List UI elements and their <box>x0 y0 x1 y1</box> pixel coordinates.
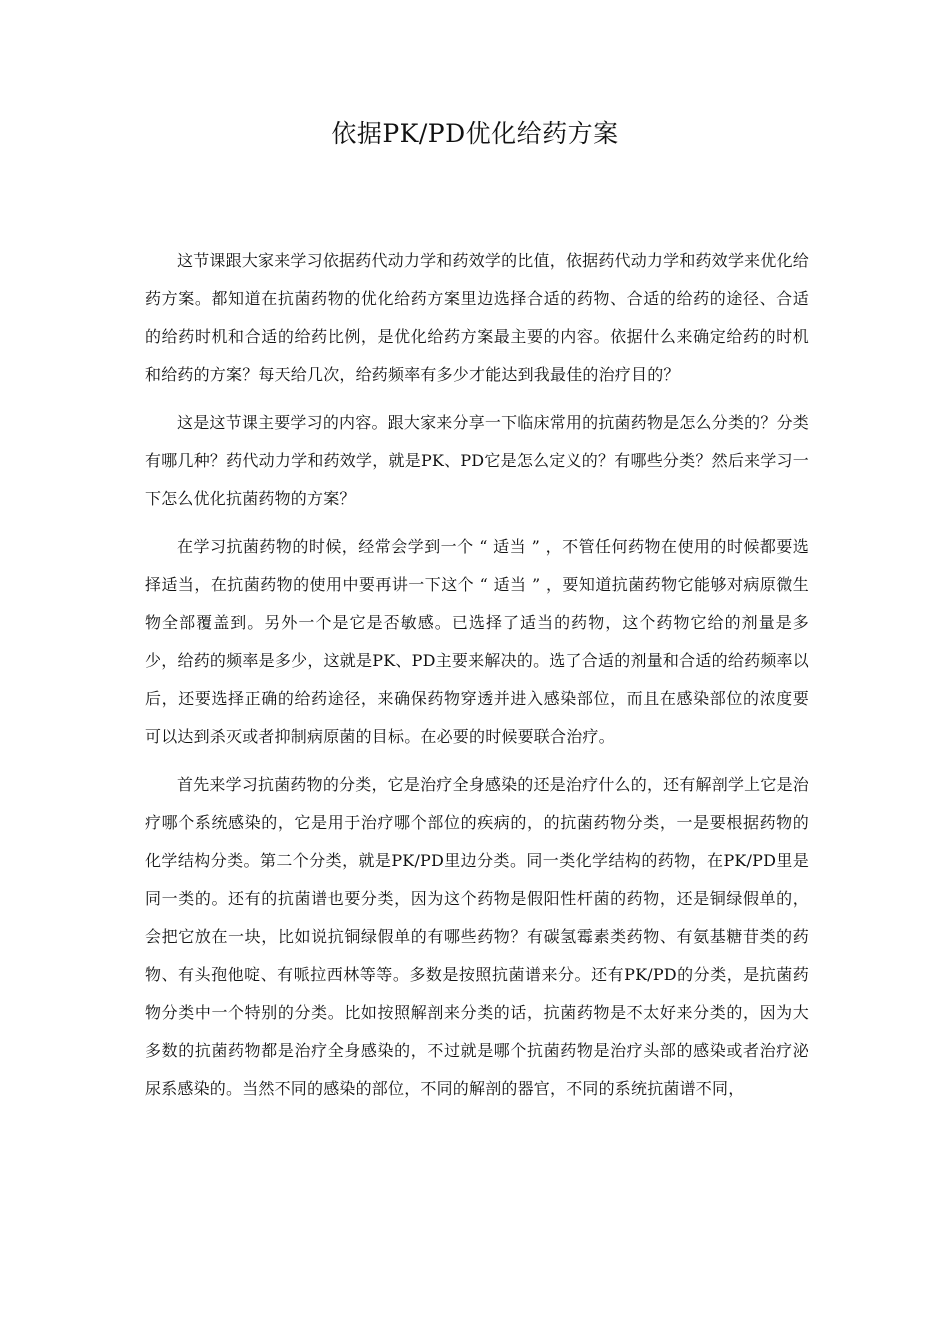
paragraph-2: 这是这节课主要学习的内容。跟大家来分享一下临床常用的抗菌药物是怎么分类的？分类有哪几种？药代动力学和药效学，就是PK、PD它是怎么定义的？有哪些分类？然后来学习一下怎么优化抗菌药物的方案？ <box>145 413 809 508</box>
paragraph-4: 首先来学习抗菌药物的分类，它是治疗全身感染的还是治疗什么的，还有解剖学上它是治疗哪个系统感染的，它是用于治疗哪个部位的疾病的，的抗菌药物分类，一是要根据药物的化学结构分类。第二个分类，就是PK/PD里边分类。同一类化学结构的药物，在PK/PD里是同一类的。还有的抗菌谱也要分类，因为这个药物是假阳性杆菌的药物，还是铜绿假单的，会把它放在一块，比如说抗铜绿假单的有哪些药物？有碳氢霉素类药物、有氨基糖苷类的药物、有头孢他啶、有哌拉西林等等。多数是按照抗菌谱来分。还有PK/PD的分类，是抗菌药物分类中一个特别的分类。比如按照解剖来分类的话，抗菌药物是不太好来分类的，因为大多数的抗菌药物都是治疗全身感染的，不过就是哪个抗菌药物是治疗头部的感染或者治疗泌尿系感染的。当然不同的感染的部位，不同的解剖的器官，不同的系统抗菌谱不同， <box>145 775 809 1098</box>
document-body <box>145 242 809 1118</box>
paragraph-1: 这节课跟大家来学习依据药代动力学和药效学的比值，依据药代动力学和药效学来优化给药方案。都知道在抗菌药物的优化给药方案里边选择合适的药物、合适的给药的途径、合适的给药时机和合适的给药比例，是优化给药方案最主要的内容。依据什么来确定给药的时机和给药的方案？每天给几次，给药频率有多少才能达到我最佳的治疗目的？ <box>145 251 809 384</box>
paragraph-3: 在学习抗菌药物的时候，经常会学到一个 “ 适当 ” ，不管任何药物在使用的时候都要选择适当，在抗菌药物的使用中要再讲一下这个 “ 适当 ” ，要知道抗菌药物它能够对病原微生物全部覆盖到。另外一个是它是否敏感。已选择了适当的药物，这个药物它给的剂量是多少，给药的频率是多少，这就是PK、PD主要来解决的。选了合适的剂量和合适的给药频率以后，还要选择正确的给药途径，来确保药物穿透并进入感染部位，而且在感染部位的浓度要可以达到杀灭或者抑制病原菌的目标。在必要的时候要联合治疗。 <box>145 537 809 746</box>
document-title: 依据PK/PD优化给药方案 <box>331 119 619 148</box>
